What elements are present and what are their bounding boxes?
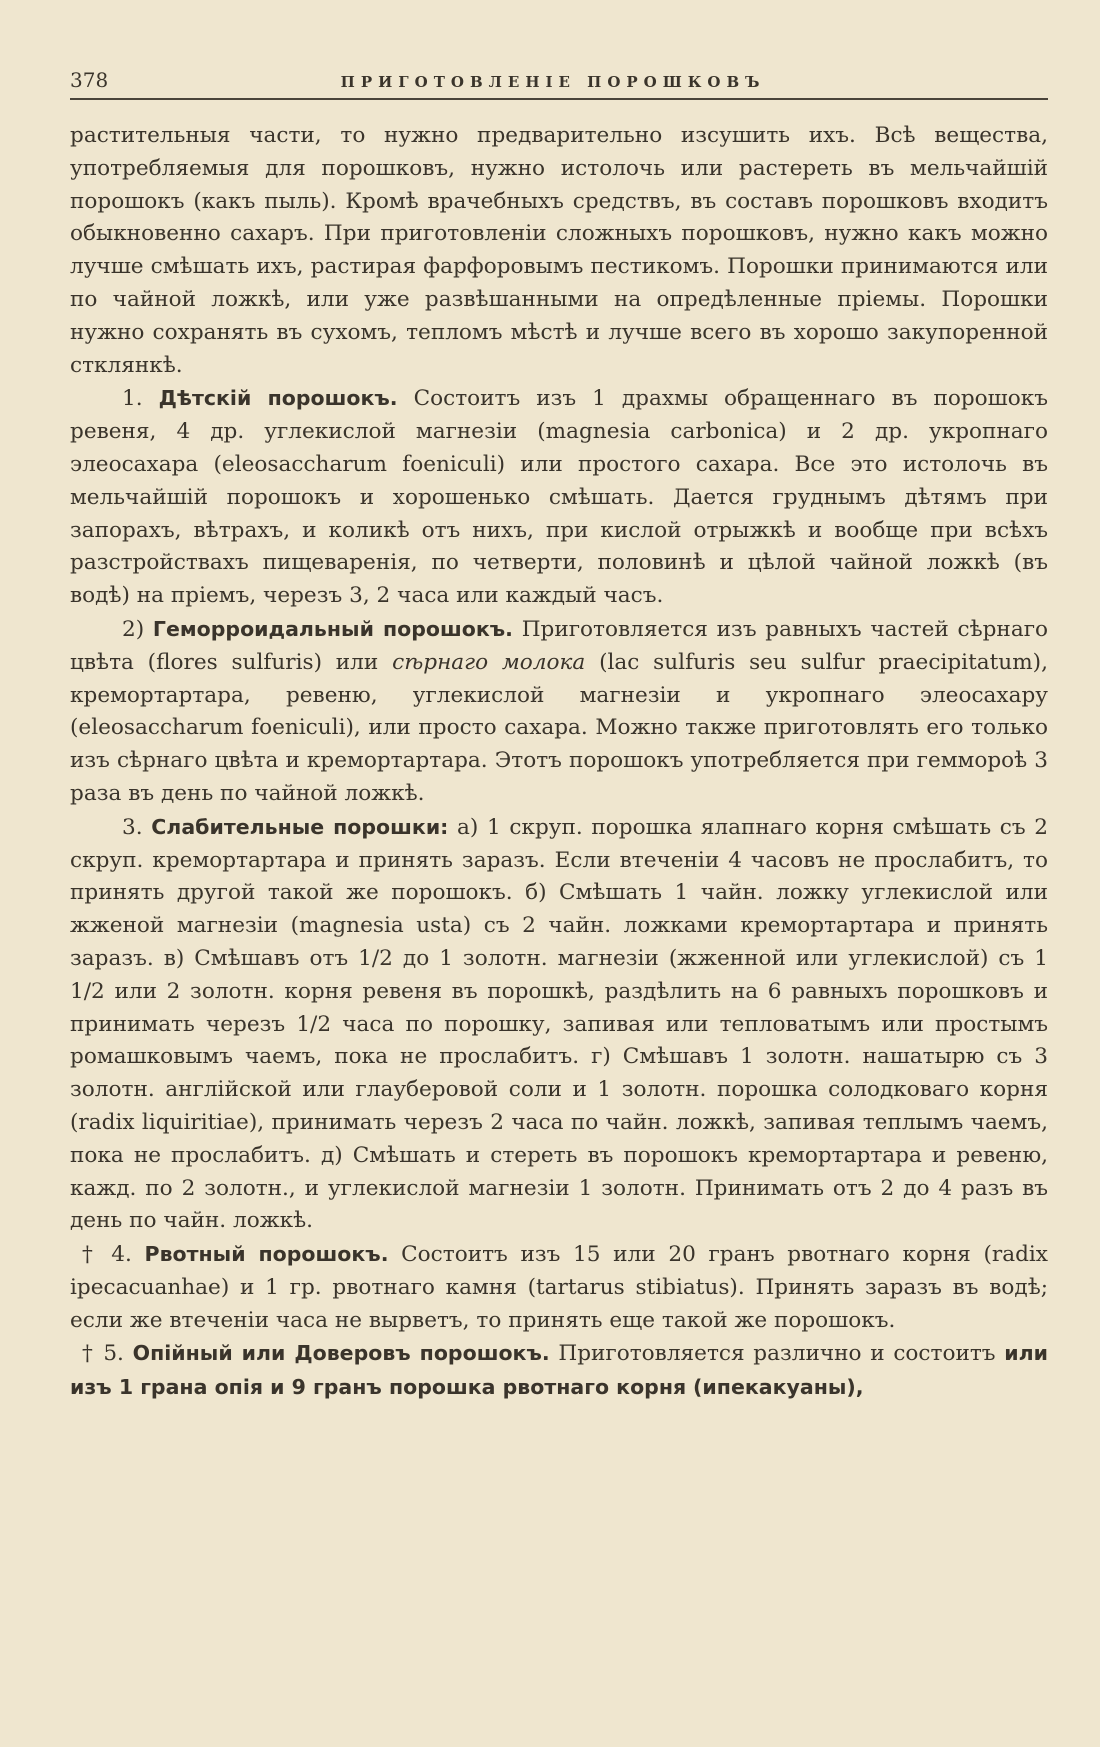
item-text: (lac sulfuris seu sulfur praecipitatum), кремортартара, ревеню, углекислой магнезіи и укропнаго элеосахару (eleosaccharum foeniculi), или просто сахара. Можно также приготовлять его только изъ сѣрнаго цвѣта и кремортартара. Этотъ порошокъ употребляется при геммороѣ 3 раза въ день по чайной ложкѣ. [70, 649, 1048, 806]
item-number: † 4. [82, 1242, 132, 1268]
item-number: † 5. [82, 1341, 124, 1367]
item-paragraph-3 [70, 811, 1048, 1238]
running-title: ПРИГОТОВЛЕНІЕ ПОРОШКОВЪ [340, 73, 766, 91]
page-number: 378 [70, 68, 109, 92]
item-text: Приготовляется различно и состоитъ [558, 1341, 996, 1367]
item-paragraph-2 [70, 613, 1048, 811]
item-text: часа по порошку, запивая или тепловатымъ или простымъ ромашковымъ чаемъ, пока не прослабитъ. г) Смѣшавъ 1 золотн. нашатырю съ 3 золотн. англійской или глауберовой соли и 1 золотн. порошка солодковаго корня (radix liquiritiae), принимать черезъ 2 часа по чайн. ложкѣ, запивая теплымъ чаемъ, пока не прослабитъ. д) Смѣшать и стереть въ порошокъ кремортартара и ревеню, кажд. по 2 золотн., и углекислой магнезіи 1 золотн. Принимать отъ 2 до 4 разъ въ день по чайн. ложкѣ. [70, 1011, 1048, 1234]
item-title: Дѣтскій порошокъ. [158, 386, 398, 411]
item-text-bold: (ипекакуаны), [693, 1375, 864, 1400]
page-header [70, 68, 1048, 100]
item-text: Приготовляется изъ равныхъ частей сѣрнаго цвѣта (flores sulfuris) или [70, 616, 1049, 675]
item-number: 2) [122, 616, 145, 642]
item-text: а) 1 скруп. порошка ялапнаго корня смѣшать съ 2 скруп. кремортартара и принять заразъ. Если втеченіи 4 часовъ не прослабитъ, то принять другой такой же порошокъ. б) Смѣшать 1 чайн. ложку углекислой или жженой магнезіи (magnesia usta) съ 2 чайн. ложками кремортартара и принять заразъ. в) Смѣшавъ отъ [70, 814, 1048, 971]
item-text: или 2 золотн. корня ревеня въ порошкѣ, раздѣлить на 6 равныхъ порошковъ и принимать черезъ [70, 978, 1048, 1037]
item-italic-term: сѣрнаго молока [392, 649, 586, 675]
fraction-half: 1/2 [296, 1011, 332, 1037]
page-body [70, 120, 1048, 1405]
item-paragraph-1 [70, 382, 1048, 613]
item-text: до 1 золотн. магнезіи (жженной или углекислой) съ [402, 945, 1025, 971]
item-title: Геморроидальный порошокъ. [152, 616, 513, 641]
item-paragraph-5 [70, 1337, 1048, 1405]
item-text-bold: или изъ 1 грана опія и 9 гранъ порошка рвотнаго корня [70, 1341, 1048, 1400]
fraction-half: 1/2 [358, 945, 393, 971]
item-text: Состоитъ изъ 15 или 20 гранъ рвотнаго корня (radix ipecacuanhae) и 1 гр. рвотнаго камня (tartarus stibiatus). Принять заразъ въ водѣ; если же втеченіи часа не вырветъ, то принять еще такой же порошокъ. [70, 1242, 1048, 1333]
item-title: Опійный или Доверовъ порошокъ. [132, 1341, 550, 1366]
item-number: 3. [122, 814, 143, 840]
item-text: Состоитъ изъ 1 драхмы обращеннаго въ порошокъ ревеня, 4 др. углекислой магнезіи (magnesia carbonica) и 2 др. укропнаго элеосахара (eleosaccharum foeniculi) или простого сахара. Все это истолочь въ мельчайшій порошокъ и хорошенько смѣшать. Дается груднымъ дѣтямъ при запорахъ, вѣтрахъ, и коликѣ отъ нихъ, при кислой отрыжкѣ и вообще при всѣхъ разстройствахъ пищеваренія, по четверти, половинѣ и цѣлой чайной ложкѣ (въ водѣ) на пріемъ, черезъ 3, 2 часа или каждый часъ. [70, 386, 1048, 609]
item-paragraph-4 [70, 1238, 1048, 1337]
mixed-number: 1 1/2 [70, 945, 1048, 1004]
item-title: Слабительные порошки: [151, 814, 449, 839]
item-number: 1. [122, 386, 143, 412]
item-title: Рвотный порошокъ. [144, 1242, 389, 1267]
intro-paragraph: растительныя части, то нужно предварительно изсушить ихъ. Всѣ вещества, употребляемыя для порошковъ, нужно истолочь или растереть въ мельчайшій порошокъ (какъ пыль). Кромѣ врачебныхъ средствъ, въ составъ порошковъ входитъ обыкновенно сахаръ. При приготовленіи сложныхъ порошковъ, нужно какъ можно лучше смѣшать ихъ, растирая фарфоровымъ пестикомъ. Порошки принимаются или по чайной ложкѣ, или уже развѣшанными на опредѣленные пріемы. Порошки нужно сохранять въ сухомъ, тепломъ мѣстѣ и лучше всего въ хорошо закупоренной стклянкѣ. [70, 123, 1048, 378]
